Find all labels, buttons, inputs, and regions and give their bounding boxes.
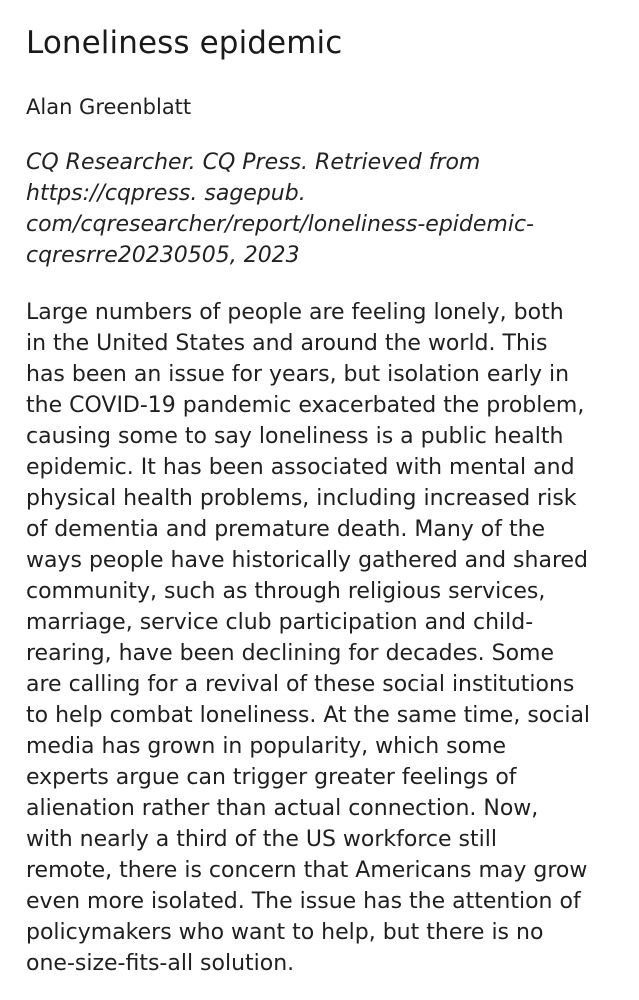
abstract-line: community, such as through religious services,: [26, 579, 546, 604]
article-abstract: [26, 297, 590, 979]
abstract-line: rearing, have been declining for decades. Some: [26, 641, 555, 666]
abstract-line: the COVID-19 pandemic exacerbated the problem,: [26, 393, 585, 418]
abstract-line: even more isolated. The issue has the attention of: [26, 889, 581, 914]
abstract-line: remote, there is concern that Americans may grow: [26, 858, 588, 883]
abstract-line: ways people have historically gathered and shared: [26, 548, 588, 573]
citation-line: CQ Researcher. CQ Press. Retrieved from: [26, 150, 481, 175]
abstract-line: media has grown in popularity, which some: [26, 734, 507, 759]
abstract-line: marriage, service club participation and child-: [26, 610, 534, 635]
article-citation: [26, 147, 534, 271]
abstract-line: causing some to say loneliness is a public health: [26, 424, 564, 449]
citation-line: com/cqresearcher/report/loneliness-epidemic-: [26, 212, 534, 237]
abstract-line: policymakers who want to help, but there is no: [26, 920, 544, 945]
article-author: Alan Greenblatt: [26, 95, 192, 119]
abstract-line: Large numbers of people are feeling lonely, both: [26, 300, 564, 325]
abstract-line: with nearly a third of the US workforce still: [26, 827, 497, 852]
citation-line: https://cqpress. sagepub.: [26, 181, 306, 206]
abstract-line: are calling for a revival of these social institutions: [26, 672, 575, 697]
abstract-line: alienation rather than actual connection. Now,: [26, 796, 539, 821]
abstract-line: has been an issue for years, but isolation early in: [26, 362, 570, 387]
abstract-line: experts argue can trigger greater feelings of: [26, 765, 517, 790]
abstract-line: physical health problems, including increased risk: [26, 486, 577, 511]
article-title: Loneliness epidemic: [26, 25, 343, 61]
abstract-line: in the United States and around the world. This: [26, 331, 548, 356]
abstract-line: one-size-fits-all solution.: [26, 951, 295, 976]
abstract-line: to help combat loneliness. At the same time, social: [26, 703, 591, 728]
abstract-line: epidemic. It has been associated with mental and: [26, 455, 575, 480]
citation-line: cqresrre20230505, 2023: [26, 243, 300, 268]
abstract-line: of dementia and premature death. Many of the: [26, 517, 546, 542]
